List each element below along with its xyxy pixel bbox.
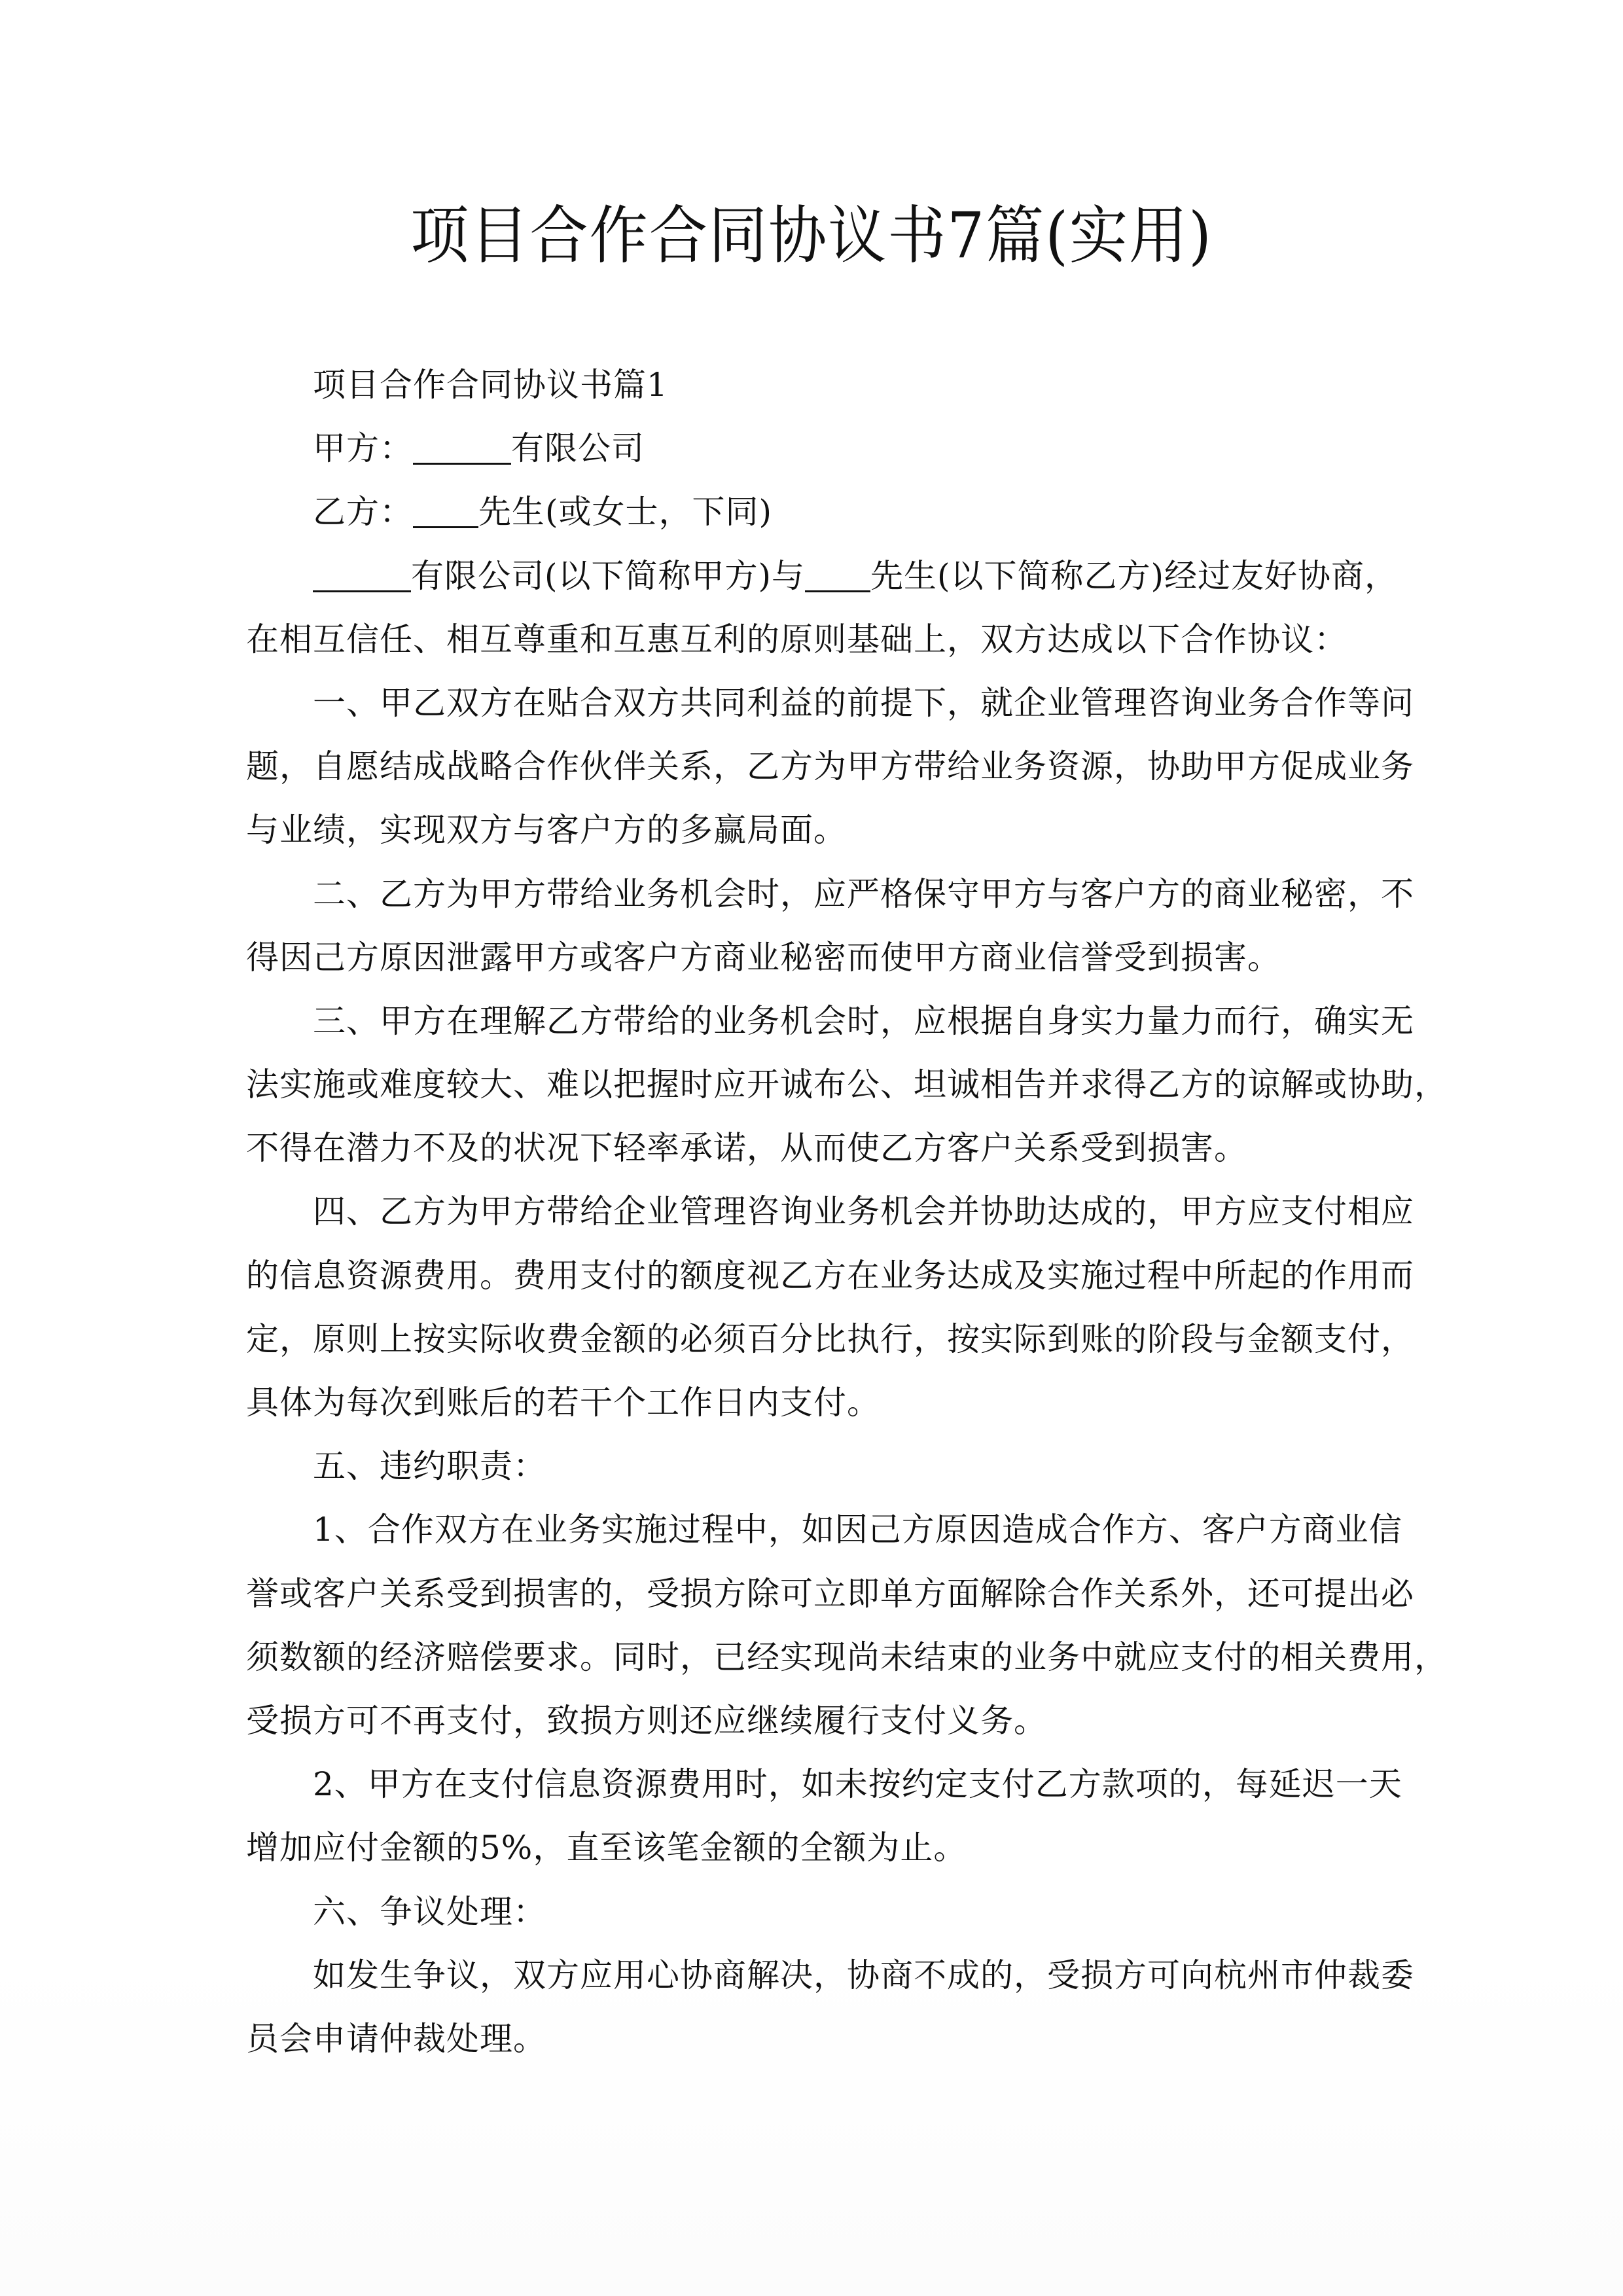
clause-1 [246,672,1414,863]
clause-6-heading [246,1880,1385,1944]
clause-line: 如发生争议，双方应用心协商解决，协商不成的，受损方可向杭州市仲裁委 [313,1956,1414,1994]
clause-line: 得因己方原因泄露甲方或客户方商业秘密而使甲方商业信誉受到损害。 [246,938,1281,977]
clause-line: 须数额的经济赔偿要求。同时，已经实现尚未结束的业务中就应支付的相关费用， [246,1638,1448,1676]
party-b-label: 乙方： [313,493,413,531]
document-title: 项目合作合同协议书7篇(实用) [410,199,1213,272]
clause-5-heading [246,1435,1385,1498]
clause-4 [246,1180,1414,1435]
clause-line: 的信息资源费用。费用支付的额度视乙方在业务达成及实施过程中所起的作用而 [246,1256,1414,1295]
clause-line: 员会申请仲裁处理。 [246,2019,546,2058]
clause-heading-line: 五、违约职责： [313,1447,546,1486]
clause-line: 誉或客户关系受到损害的，受损方除可立即单方面解除合作关系外，还可提出必 [246,1574,1414,1613]
clause-line: 一、甲乙双方在贴合双方共同利益的前提下，就企业管理咨询业务合作等问 [313,683,1414,722]
clause-line: 与业绩，实现双方与客户方的多赢局面。 [246,811,847,850]
clause-line: 2、甲方在支付信息资源费用时，如未按约定支付乙方款项的，每延迟一天 [313,1765,1402,1804]
clause-line: 增加应付金额的5%，直至该笔金额的全额为止。 [246,1829,967,1867]
intro-line-1 [246,545,1399,608]
clause-line: 1、合作双方在业务实施过程中，如因己方原因造成合作方、客户方商业信 [313,1511,1402,1549]
party-a-blank-field[interactable] [413,430,511,465]
clause-line: 不得在潜力不及的状况下轻率承诺，从而使乙方客户关系受到损害。 [246,1129,1247,1168]
clause-5-2 [246,1753,1402,1880]
intro-text-mid: 有限公司(以下简称甲方)与 [411,556,806,595]
document-body [246,353,1448,2071]
intro-party-a-blank-field[interactable] [313,558,411,592]
clause-line: 具体为每次到账后的若干个工作日内支付。 [246,1384,880,1422]
clause-line: 三、甲方在理解乙方带给的业务机会时，应根据自身实力量力而行，确实无 [313,1001,1414,1040]
clause-heading-line: 六、争议处理： [313,1892,546,1931]
clause-line: 定，原则上按实际收费金额的必须百分比执行，按实际到账的阶段与金额支付， [246,1319,1414,1358]
party-b-line [246,480,1385,544]
clause-line: 法实施或难度较大、难以把握时应开诚布公、坦诚相告并求得乙方的谅解或协助， [246,1066,1448,1104]
section-heading: 项目合作合同协议书篇1 [313,366,668,404]
clause-6-body [246,1944,1414,2071]
intro-line-2: 在相互信任、相互尊重和互惠互利的原则基础上，双方达成以下合作协议： [246,620,1347,658]
party-a-label: 甲方： [313,429,413,468]
clause-5-1 [246,1498,1448,1753]
clause-line: 受损方可不再支付，致损方则还应继续履行支付义务。 [246,1701,1047,1740]
party-b-suffix: 先生(或女士，下同) [478,493,773,531]
intro-text-end: 先生(以下简称乙方)经过友好协商， [870,556,1399,595]
clause-line: 二、乙方为甲方带给业务机会时，应严格保守甲方与客户方的商业秘密，不 [313,874,1414,913]
clause-line: 题，自愿结成战略合作伙伴关系，乙方为甲方带给业务资源，协助甲方促成业务 [246,747,1414,786]
party-b-blank-field[interactable] [413,493,478,528]
intro-party-b-blank-field[interactable] [805,558,870,592]
party-a-suffix: 有限公司 [511,429,645,468]
clause-3 [246,990,1448,1181]
clause-2 [246,863,1414,990]
party-a-line [246,417,1385,480]
clause-line: 四、乙方为甲方带给企业管理咨询业务机会并协助达成的，甲方应支付相应 [313,1193,1414,1231]
